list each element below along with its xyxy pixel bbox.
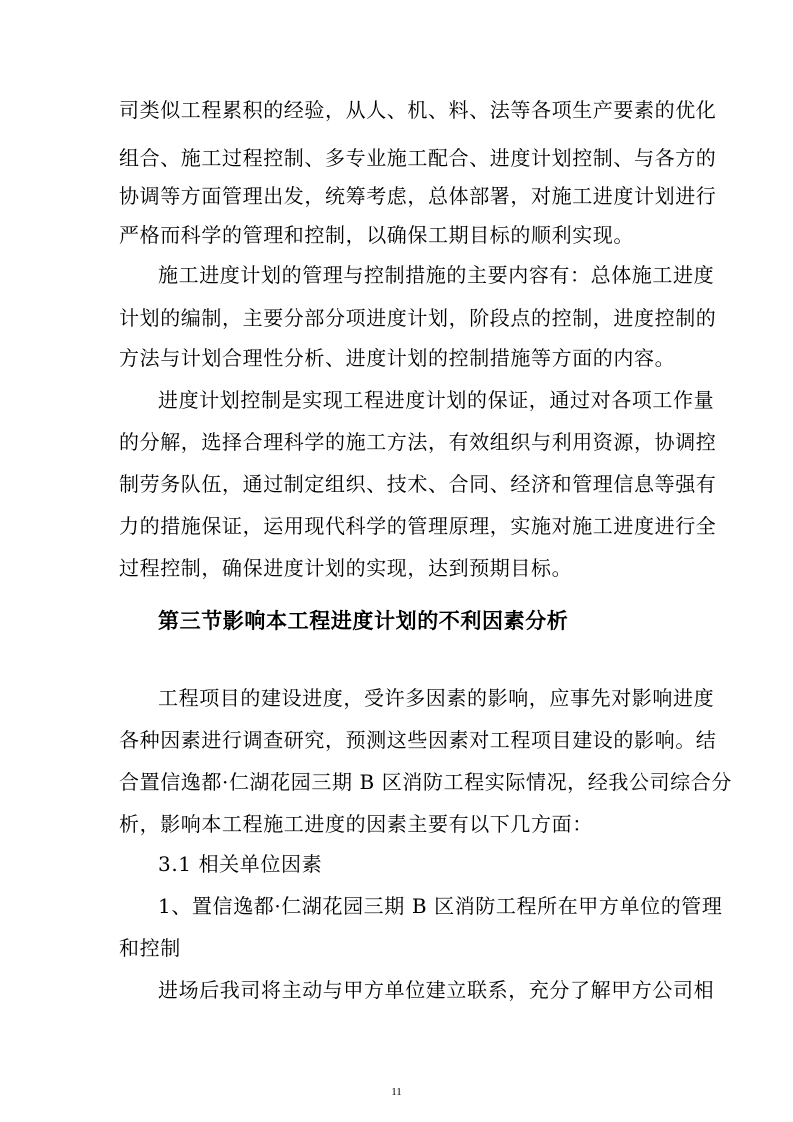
paragraph-line: 进度计划控制是实现工程进度计划的保证，通过对各项工作量 (158, 388, 715, 412)
paragraph-line: 施工进度计划的管理与控制措施的主要内容有：总体施工进度 (158, 263, 715, 287)
paragraph-line: 工程项目的建设进度，受许多因素的影响，应事先对影响进度 (158, 686, 715, 710)
paragraph-line: 的分解，选择合理科学的施工方法，有效组织与利用资源，协调控 (119, 430, 717, 454)
paragraph-line: 析，影响本工程施工进度的因素主要有以下几方面： (119, 812, 593, 836)
paragraph-line: 计划的编制，主要分部分项进度计划，阶段点的控制，进度控制的 (119, 306, 717, 330)
paragraph-line: 力的措施保证，运用现代科学的管理原理，实施对施工进度进行全 (119, 514, 717, 538)
section-heading: 第三节影响本工程进度计划的不利因素分析 (158, 609, 569, 633)
paragraph-line: 各种因素进行调查研究，预测这些因素对工程项目建设的影响。结 (119, 728, 717, 752)
page-number: 11 (391, 1086, 402, 1098)
paragraph-line: 组合、施工过程控制、多专业施工配合、进度计划控制、与各方的 (119, 146, 717, 170)
paragraph-line: 制劳务队伍，通过制定组织、技术、合同、经济和管理信息等强有 (119, 472, 717, 496)
paragraph-line: 合置信逸都·仁湖花园三期 B 区消防工程实际情况，经我公司综合分 (119, 770, 732, 794)
paragraph-line: 1、置信逸都·仁湖花园三期 B 区消防工程所在甲方单位的管理 (158, 894, 723, 918)
paragraph-line: 严格而科学的管理和控制，以确保工期目标的顺利实现。 (119, 223, 634, 247)
paragraph-line: 进场后我司将主动与甲方单位建立联系，充分了解甲方公司相 (158, 978, 715, 1002)
paragraph-line: 和控制 (119, 936, 181, 960)
paragraph-line: 方法与计划合理性分析、进度计划的控制措施等方面的内容。 (119, 346, 676, 370)
subsection-heading: 3.1 相关单位因素 (158, 852, 323, 876)
paragraph-line: 协调等方面管理出发，统筹考虑，总体部署，对施工进度计划进行 (119, 184, 717, 208)
paragraph-line: 司类似工程累积的经验，从人、机、料、法等各项生产要素的优化 (119, 98, 717, 122)
paragraph-line: 过程控制，确保进度计划的实现，达到预期目标。 (119, 556, 573, 580)
